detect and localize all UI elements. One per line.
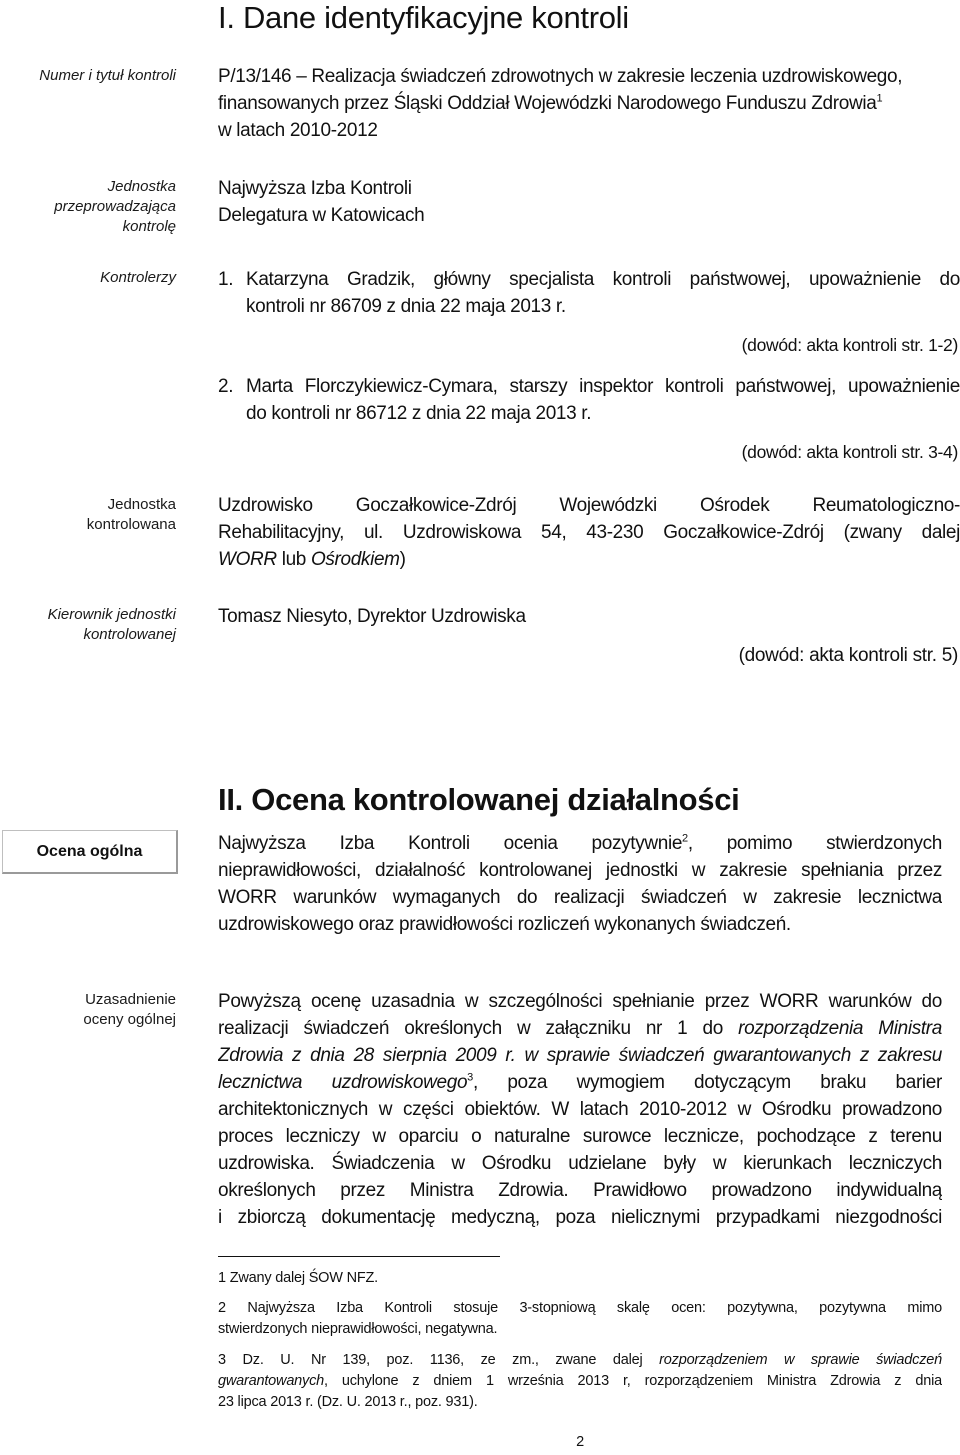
inspector-2: 2. Marta Florczykiewicz-Cymara, starszy inspektor kontroli państwowej, upoważnienie do kontroli nr 86712 z dnia 22 maja 2013 r. xyxy=(218,376,960,424)
footnote-3: 3 Dz. U. Nr 139, poz. 1136, ze zm., zwane dalej rozporządzeniem w sprawie świadczeń gwarantowanych, uchylone z dniem 1 września 2013 r, rozporządzeniem Ministra Zdrowia z dnia 23 lipca 2013 r. (Dz. U. 2013 r., poz. 931). xyxy=(218,1352,942,1410)
label-jednostka-kontrolowana: Jednostka kontrolowana xyxy=(86,496,176,533)
audited-unit: Uzdrowisko Goczałkowice-Zdrój Wojewódzki Ośrodek Reumatologiczno- Rehabilitacyjny, ul. Uzdrowiskowa 54, 43-230 Goczałkowice-Zdrój (zwany dalej WORR lub Ośrodkiem) xyxy=(218,495,960,570)
label-numer-tytul: Numer i tytuł kontroli xyxy=(39,67,176,84)
page-number: 2 xyxy=(576,1434,584,1450)
auditing-unit: Najwyższa Izba Kontroli Delegatura w Katowicach xyxy=(218,178,425,226)
inspector-1: 1. Katarzyna Gradzik, główny specjalista kontroli państwowej, upoważnienie do kontroli nr 86709 z dnia 22 maja 2013 r. xyxy=(218,269,960,317)
label-kierownik-jednostki: Kierownik jednostki kontrolowanej xyxy=(47,606,176,643)
label-kontrolerzy: Kontrolerzy xyxy=(100,269,176,286)
head-of-unit: Tomasz Niesyto, Dyrektor Uzdrowiska xyxy=(218,606,526,627)
footnote-ref-2: 2 xyxy=(682,832,688,845)
label-uzasadnienie: Uzasadnienie oceny ogólnej xyxy=(83,991,176,1028)
evidence-1: (dowód: akta kontroli str. 1-2) xyxy=(741,335,958,355)
evidence-3: (dowód: akta kontroli str. 5) xyxy=(738,645,958,666)
section-1-heading: I. Dane identyfikacyjne kontroli xyxy=(218,0,629,35)
audit-title: P/13/146 – Realizacja świadczeń zdrowotnych w zakresie leczenia uzdrowiskowego, finansowanych przez Śląski Oddział Wojewódzki Narodowego Funduszu Zdrowia$^1$ w latach 2010-2012 xyxy=(218,66,903,141)
ocena-ogolna-box: Ocena ogólna xyxy=(2,830,178,874)
justification-text: Powyższą ocenę uzasadnia w szczególności spełnianie przez WORR warunków do realizacji świadczeń określonych w załączniku nr 1 do rozporządzenia Ministra Zdrowia z dnia 28 sierpnia 2009 r. w sprawie świadczeń gwarantowanych z zakresu lecznictwa uzdrowiskowego$^3$, poza wymogiem dotyczącym braku barier architektonicznych w części obiektów. W latach 2010-2012 w Ośrodku prowadzono proces leczniczy w oparciu o naturalne surowce lecznicze, pochodzące z terenu uzdrowiska. Świadczenia w Ośrodku udzielane były w kierunkach leczniczych określonych przez Ministra Zdrowia. Prawidłowo prowadzono indywidualną i zbiorczą dokumentację medyczną, poza nielicznymi przypadkami niezgodności xyxy=(218,991,942,1228)
section-2-heading: II. Ocena kontrolowanej działalności xyxy=(218,782,740,817)
footnote-ref-1: 1 xyxy=(876,92,883,105)
footnote-separator xyxy=(218,1256,500,1257)
footnote-1: 1 Zwany dalej ŚOW NFZ. xyxy=(218,1270,378,1286)
evidence-2: (dowód: akta kontroli str. 3-4) xyxy=(741,442,958,462)
label-jednostka-przeprowadzajaca: Jednostka przeprowadzająca kontrolę xyxy=(54,178,176,235)
assessment-text: Najwyższa Izba Kontroli ocenia pozytywnie$^2$, pomimo stwierdzonych nieprawidłowości, działalność kontrolowanej jednostki w zakresie spełniania przez WORR warunków wymaganych do realizacji świadczeń w zakresie lecznictwa uzdrowiskowego oraz prawidłowości rozliczeń wykonanych świadczeń. xyxy=(218,832,942,935)
footnote-2: 2 Najwyższa Izba Kontroli stosuje 3-stopniową skalę ocen: pozytywna, pozytywna mimo stwierdzonych nieprawidłowości, negatywna. xyxy=(218,1300,942,1337)
footnote-ref-3: 3 xyxy=(467,1071,473,1084)
